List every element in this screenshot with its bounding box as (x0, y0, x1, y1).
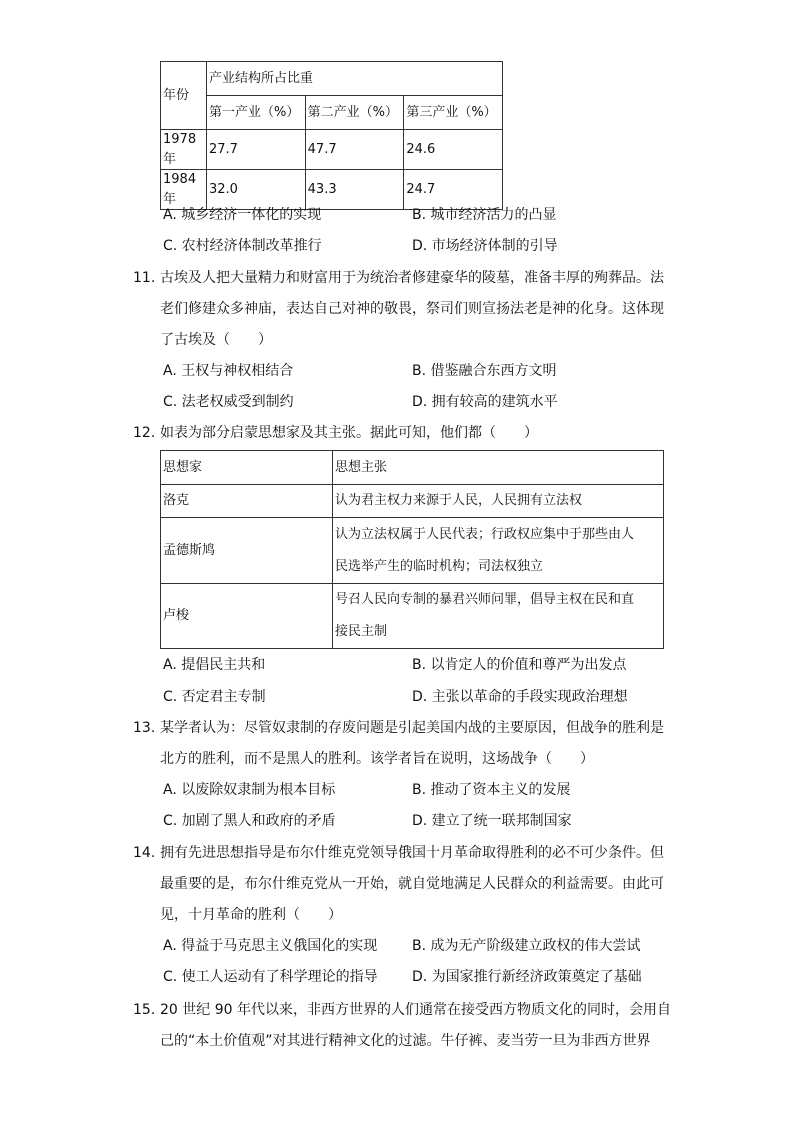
table-row (161, 518, 664, 584)
q14-option-b[interactable]: B. 成为无产阶级建立政权的伟大尝试 (412, 938, 641, 954)
thinker-idea (333, 584, 664, 649)
q13-option-c[interactable]: C. 加剧了黑人和政府的矛盾 (163, 813, 336, 829)
q12-stem-line-1: 如表为部分启蒙思想家及其主张。据此可知，他们都（ ） (160, 425, 538, 441)
thinker-idea (333, 518, 664, 584)
q11-option-b[interactable]: B. 借鉴融合东西方文明 (412, 363, 557, 379)
value-cell: 43.3 (305, 170, 404, 210)
table-row (161, 584, 664, 649)
idea-line: 号召人民向专制的暴君兴师问罪，倡导主权在民和直 (335, 592, 635, 607)
q14-option-a[interactable]: A. 得益于马克思主义俄国化的实现 (163, 938, 378, 954)
q13-number: 13. (133, 720, 156, 736)
table-row (161, 485, 664, 518)
table-row (161, 130, 503, 170)
q14-option-c[interactable]: C. 使工人运动有了科学理论的指导 (163, 969, 378, 985)
q11-stem-line-1: 古埃及人把大量精力和财富用于为统治者修建豪华的陵墓，准备丰厚的殉葬品。法 (160, 270, 664, 286)
q12-number: 12. (133, 425, 156, 441)
q14-stem-line-1: 拥有先进思想指导是布尔什维克党领导俄国十月革命取得胜利的必不可少条件。但 (160, 845, 664, 861)
q12-option-d[interactable]: D. 主张以革命的手段实现政治理想 (412, 689, 628, 705)
q13-option-b[interactable]: B. 推动了资本主义的发展 (412, 782, 571, 798)
thinker-name: 孟德斯鸠 (161, 518, 333, 584)
q10-option-c[interactable]: C. 农村经济体制改革推行 (163, 238, 322, 254)
thinker-name: 洛克 (161, 485, 333, 518)
col-header-secondary: 第二产业（%） (305, 96, 404, 130)
value-cell: 24.7 (404, 170, 503, 210)
value-cell: 24.6 (404, 130, 503, 170)
q13-stem-line-1: 某学者认为：尽管奴隶制的存废问题是引起美国内战的主要原因，但战争的胜利是 (160, 720, 664, 736)
value-cell: 27.7 (207, 130, 306, 170)
q13-option-d[interactable]: D. 建立了统一联邦制国家 (412, 813, 572, 829)
col-header-tertiary: 第三产业（%） (404, 96, 503, 130)
q10-option-a[interactable]: A. 城乡经济一体化的实现 (163, 207, 322, 223)
q15-stem-line-1: 20 世纪 90 年代以来，非西方世界的人们通常在接受西方物质文化的同时，会用自 (160, 1002, 671, 1018)
q10-option-d[interactable]: D. 市场经济体制的引导 (412, 238, 558, 254)
q14-stem-line-3: 见，十月革命的胜利（ ） (160, 907, 342, 923)
q14-option-d[interactable]: D. 为国家推行新经济政策奠定了基础 (412, 969, 642, 985)
q10-option-b[interactable]: B. 城市经济活力的凸显 (412, 207, 557, 223)
enlightenment-thinkers-table (160, 450, 664, 649)
header-idea: 思想主张 (333, 451, 664, 485)
q11-option-c[interactable]: C. 法老权威受到制约 (163, 394, 294, 410)
q11-number: 11. (133, 270, 156, 286)
q11-stem-line-2: 老们修建众多神庙，表达自己对神的敬畏，祭司们则宣扬法老是神的化身。这体现 (160, 301, 664, 317)
value-cell: 47.7 (305, 130, 404, 170)
q11-stem-line-3: 了古埃及（ ） (160, 332, 272, 348)
q11-option-a[interactable]: A. 王权与神权相结合 (163, 363, 294, 379)
thinker-idea (333, 485, 664, 518)
q13-stem-line-2: 北方的胜利，而不是黑人的胜利。该学者旨在说明，这场战争（ ） (160, 751, 594, 767)
idea-line: 认为立法权属于人民代表；行政权应集中于那些由人 (335, 526, 635, 542)
q12-option-a[interactable]: A. 提倡民主共和 (163, 657, 266, 673)
thinker-name: 卢梭 (161, 584, 333, 649)
table-row (161, 170, 503, 210)
header-thinker: 思想家 (161, 451, 333, 485)
q15-number: 15. (133, 1002, 156, 1018)
idea-line: 认为君主权力来源于人民，人民拥有立法权 (335, 493, 583, 509)
q13-option-a[interactable]: A. 以废除奴隶制为根本目标 (163, 782, 336, 798)
group-header-cell: 产业结构所占比重 (207, 62, 503, 96)
q12-option-c[interactable]: C. 否定君主专制 (163, 689, 266, 705)
q14-number: 14. (133, 845, 156, 861)
col-header-primary: 第一产业（%） (207, 96, 306, 130)
q15-stem-line-2: 己的“本土价值观”对其进行精神文化的过滤。牛仔裤、麦当劳一旦为非西方世界 (160, 1033, 651, 1049)
q14-stem-line-2: 最重要的是，布尔什维克党从一开始，就自觉地满足人民群众的利益需要。由此可 (160, 876, 664, 892)
year-cell: 1984年 (161, 170, 207, 210)
industry-structure-table (160, 61, 503, 210)
q12-option-b[interactable]: B. 以肯定人的价值和尊严为出发点 (412, 657, 627, 673)
q11-option-d[interactable]: D. 拥有较高的建筑水平 (412, 394, 558, 410)
value-cell: 32.0 (207, 170, 306, 210)
year-header-cell: 年份 (161, 62, 207, 130)
year-cell: 1978年 (161, 130, 207, 170)
idea-line: 接民主制 (335, 624, 388, 639)
idea-line: 民选举产生的临时机构；司法权独立 (335, 558, 544, 574)
